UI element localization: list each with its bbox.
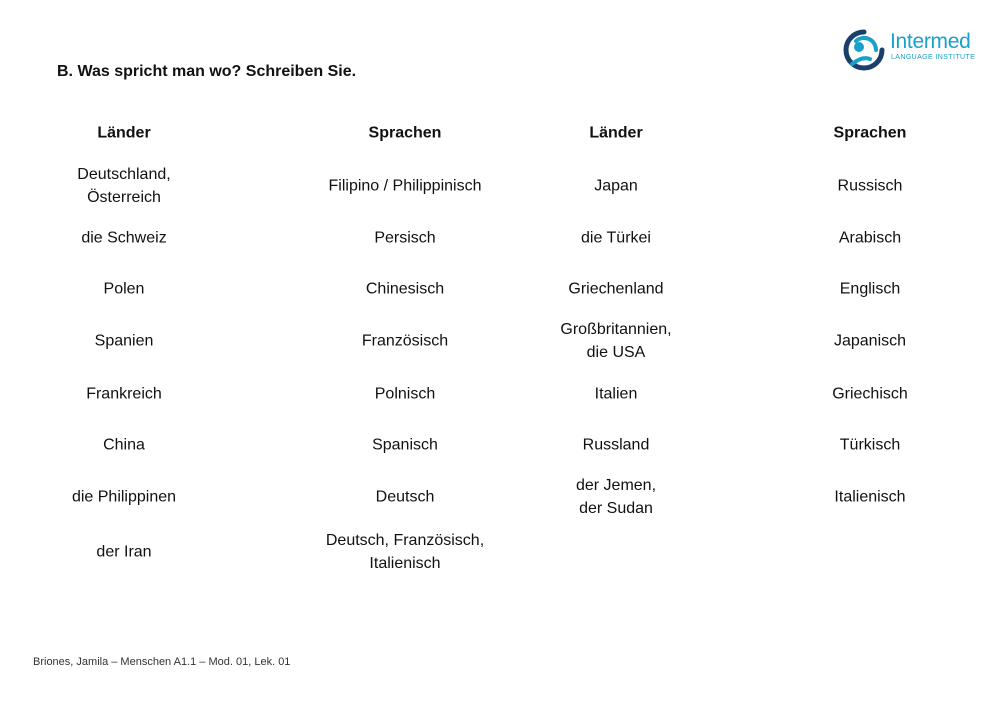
language-cell: Türkisch — [839, 436, 901, 454]
language-cell: Filipino / Philippinisch — [328, 177, 482, 195]
language-cell: Chinesisch — [365, 280, 445, 298]
country-cell: Polen — [103, 280, 145, 298]
language-cell: Italienisch — [834, 488, 906, 506]
country-cell: die Türkei — [581, 229, 651, 247]
country-cell: Frankreich — [86, 385, 162, 403]
language-cell: Spanisch — [372, 436, 438, 454]
column-header-sprachen-1: Sprachen — [368, 124, 442, 142]
language-cell: Englisch — [839, 280, 901, 298]
column-header-laender-2: Länder — [589, 124, 643, 142]
logo-subtitle: LANGUAGE INSTITUTE — [891, 54, 976, 61]
logo-name: Intermed — [890, 30, 971, 53]
country-cell: Spanien — [94, 332, 154, 350]
country-cell: der Jemen, der Sudan — [575, 477, 657, 517]
country-cell: Großbritannien, die USA — [560, 321, 672, 361]
language-cell: Französisch — [361, 332, 449, 350]
column-header-sprachen-2: Sprachen — [833, 124, 907, 142]
language-cell: Deutsch, Französisch, Italienisch — [325, 532, 485, 572]
exercise-title: B. Was spricht man wo? Schreiben Sie. — [57, 63, 357, 80]
language-cell: Griechisch — [832, 385, 908, 403]
country-cell: Deutschland, Österreich — [77, 166, 171, 206]
country-cell: Japan — [594, 177, 638, 195]
language-cell: Russisch — [837, 177, 903, 195]
country-cell: Italien — [594, 385, 638, 403]
country-cell: die Schweiz — [81, 229, 167, 247]
language-cell: Japanisch — [833, 332, 907, 350]
country-cell: Griechenland — [568, 280, 664, 298]
globe-icon — [842, 28, 886, 72]
language-cell: Polnisch — [374, 385, 436, 403]
country-cell: Russland — [582, 436, 650, 454]
intermed-logo — [842, 28, 982, 72]
country-cell: die Philippinen — [71, 488, 177, 506]
country-cell: China — [103, 436, 145, 454]
country-cell: der Iran — [96, 543, 152, 561]
language-cell: Arabisch — [838, 229, 902, 247]
language-cell: Deutsch — [375, 488, 435, 506]
column-header-laender-1: Länder — [97, 124, 151, 142]
language-cell: Persisch — [374, 229, 436, 247]
footer-credit: Briones, Jamila – Menschen A1.1 – Mod. 01, Lek. 01 — [33, 656, 291, 668]
